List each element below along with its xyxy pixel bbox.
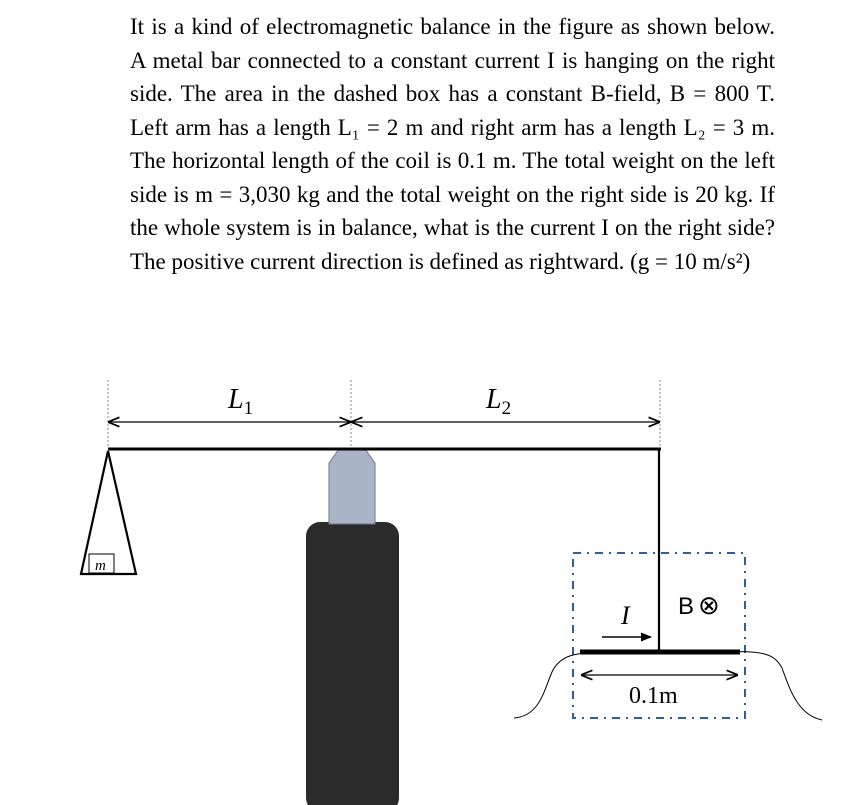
b-into-page-icon: ⊗ <box>698 590 720 620</box>
right-mound <box>725 652 822 720</box>
l1-label: $L_1$ <box>228 384 254 419</box>
problem-text: It is a kind of electromagnetic balance in the figure as shown below. A metal bar connected to a constant current I is hanging on the right side. The area in the dashed box has a constant B-field, B = 800 T. Left arm has a length L₁ = 2 m and right arm has a length L₂ = 3 m. The horizontal length of the coil is 0.1 m. The total weight on the left side is m = 3,030 kg and the total weight on the right side is 20 kg. If the whole system is in balance, what is the current I on the right side? The positive current direction is defined as rightward. (g = 10 m/s²) <box>130 14 775 274</box>
b-field-label: B ⊗ <box>678 590 720 620</box>
weight-m-label: m <box>95 558 106 574</box>
balance-stand <box>306 522 399 805</box>
left-mound <box>514 652 610 718</box>
l2-label: $L_2$ <box>486 384 512 419</box>
current-label: I <box>621 601 630 630</box>
pivot-cap <box>329 449 375 524</box>
bar-length-label: 0.1m <box>629 683 678 709</box>
